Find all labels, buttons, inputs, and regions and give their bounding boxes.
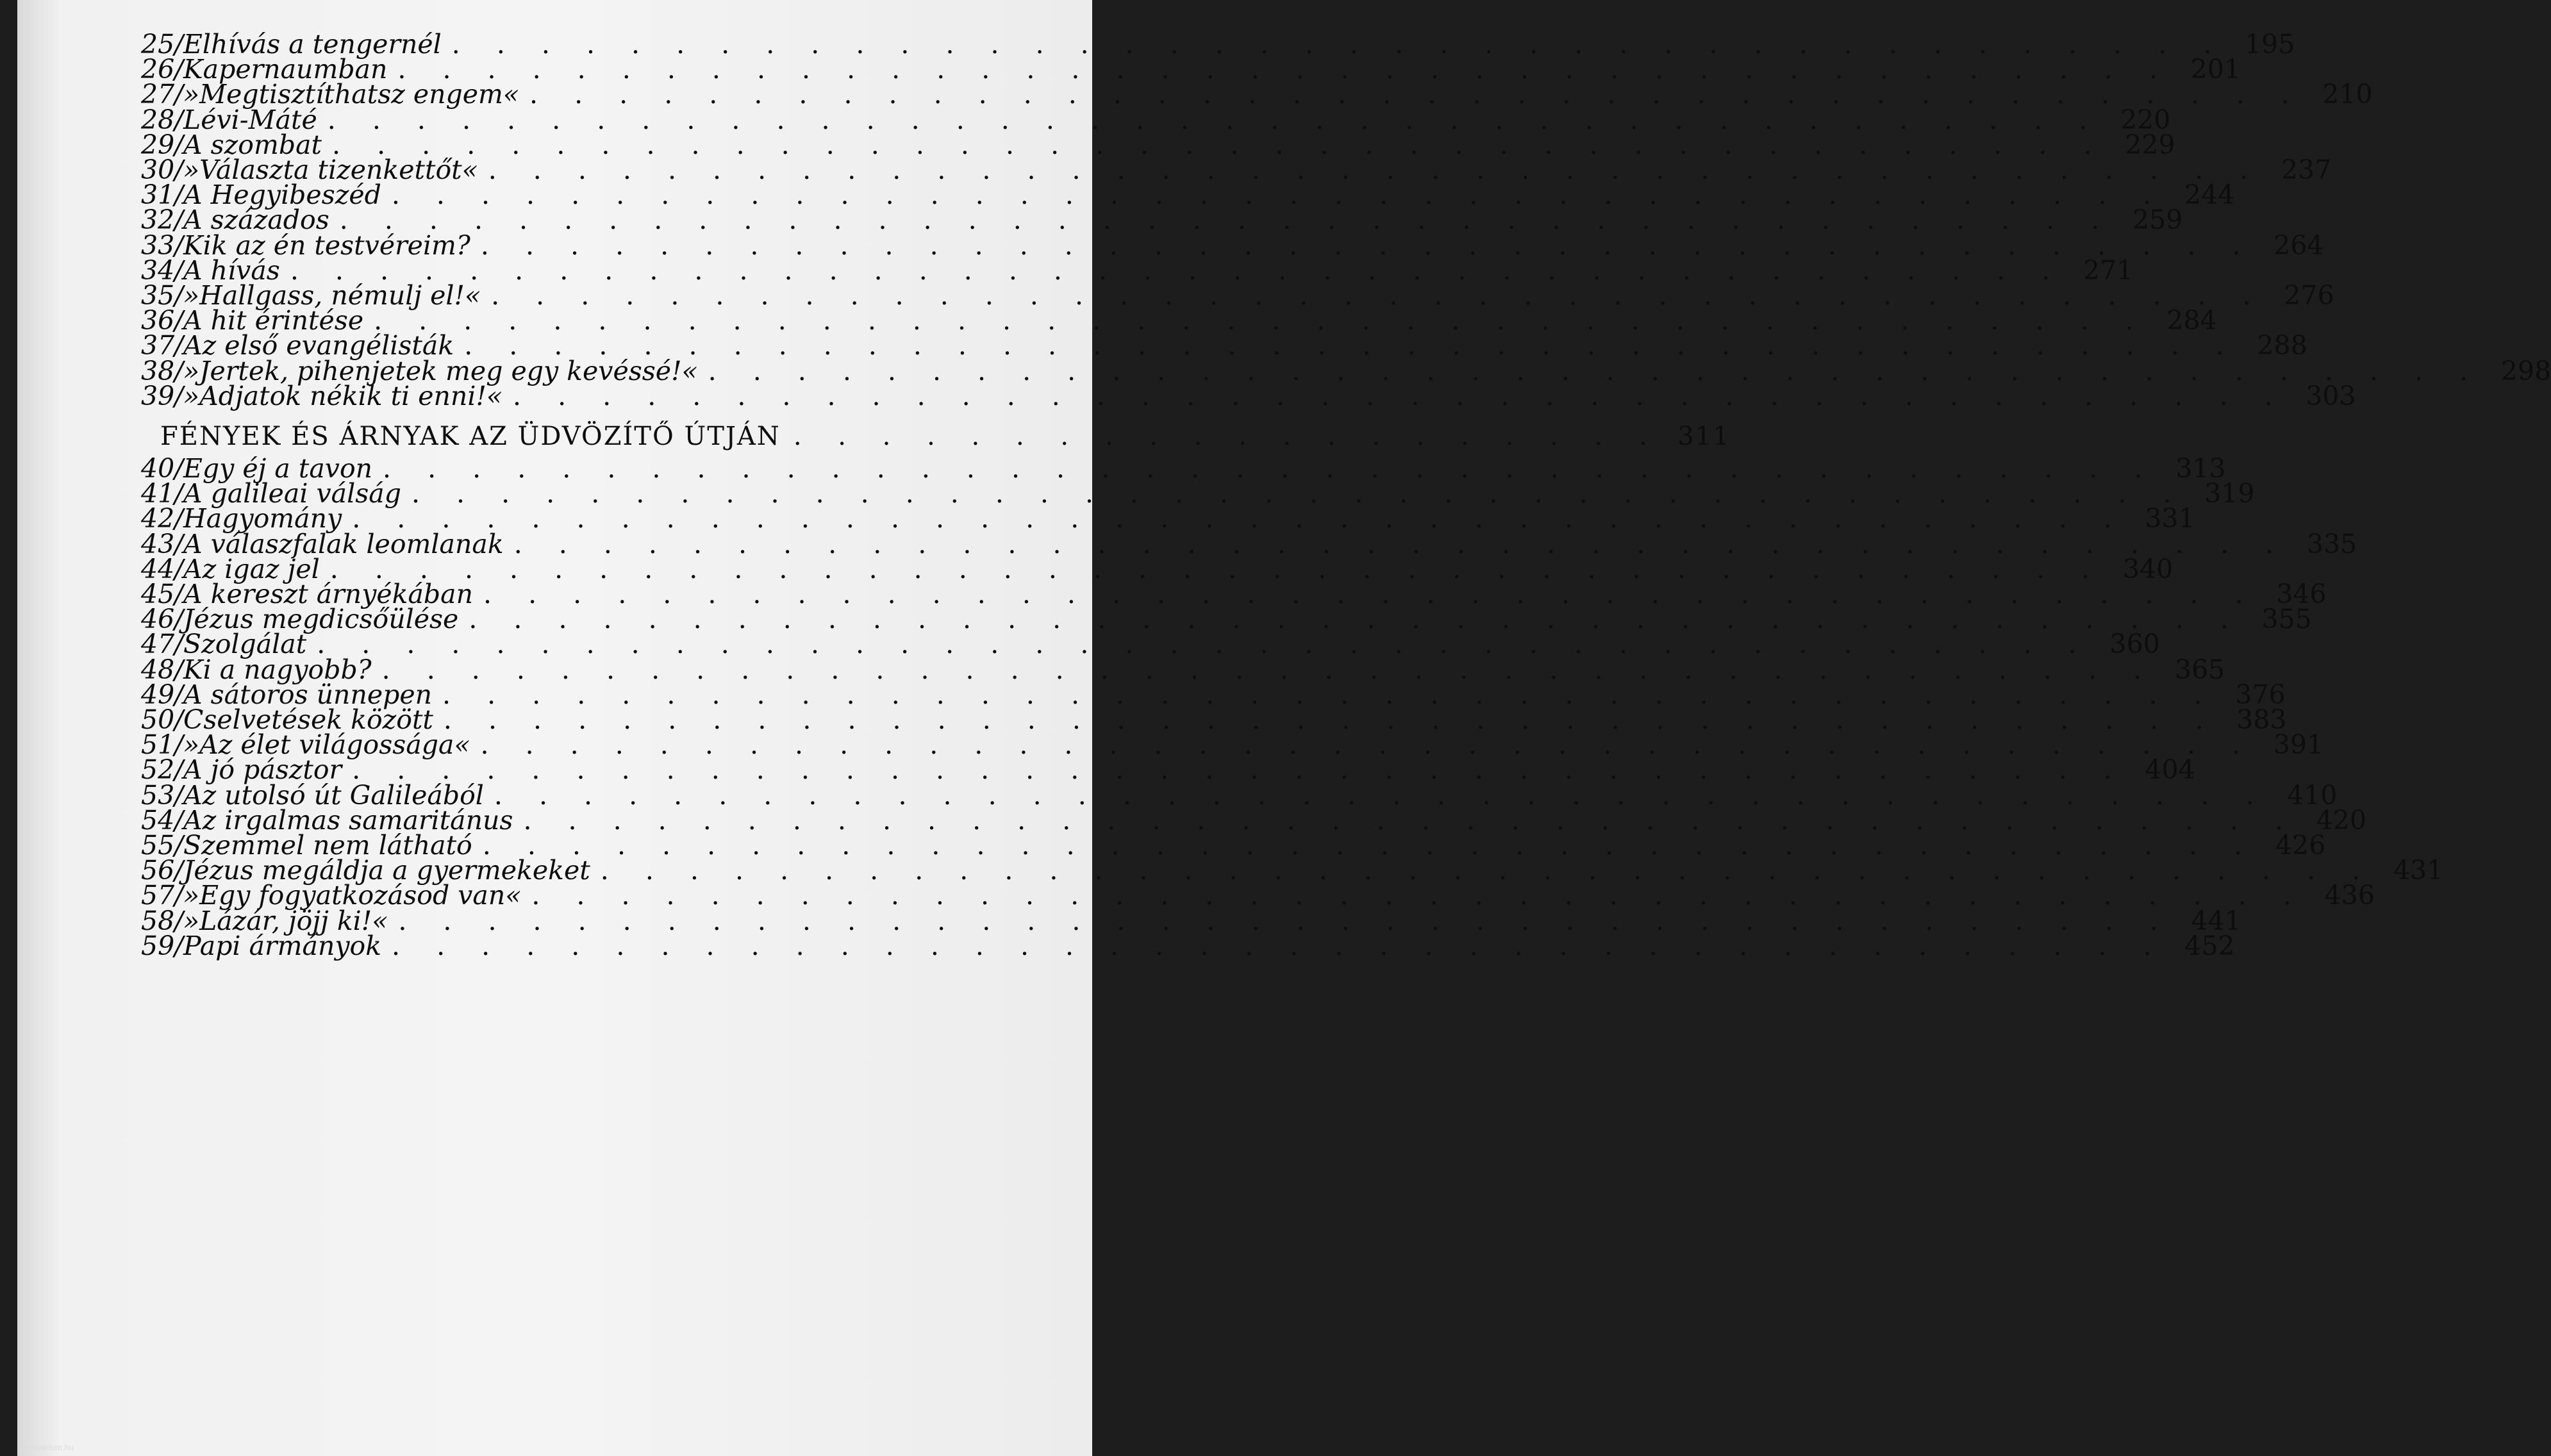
leader-dots: . . . . . . . . . . . . . . . . . . . . . . . . . . . . . . . . . . . . . . . .	[488, 154, 2263, 185]
leader-dots: . . . . . . . . . . . . . . . . . . . . . . . . . . . . . . . . . . . . . . . .	[523, 804, 2298, 836]
entry-title: Ki a nagyobb?	[183, 654, 372, 685]
slash-separator: /	[174, 478, 183, 509]
entry-title: A válaszfalak leomlanak	[183, 528, 504, 559]
entry-page: 340	[2123, 553, 2173, 584]
slash-separator: /	[174, 754, 183, 786]
entry-number: 38	[141, 355, 175, 386]
slash-separator: /	[174, 453, 183, 484]
toc-entry	[141, 930, 2235, 966]
entry-page: 426	[2275, 830, 2326, 861]
leader-dots: . . . . . . . . . . . . . . . . . . . . . . . . . . . . . . . . . . . . . . . .	[443, 704, 2218, 735]
entry-page: 201	[2190, 54, 2241, 85]
slash-separator: /	[174, 654, 183, 685]
entry-page: 335	[2307, 528, 2357, 559]
slash-separator: /	[174, 804, 183, 836]
slash-separator: /	[174, 54, 183, 85]
leader-dots: . . . . . . . . . . . . . . . . . . . . . . . . . . . . . . . . . . . . . . . .	[374, 305, 2148, 336]
leader-dots: . . . . . . . . . . . . . . . . . . . . . . . . . . . . . . . . . . . . . . . .	[411, 478, 2186, 509]
slash-separator: /	[174, 528, 183, 559]
entry-number: 31	[141, 179, 175, 211]
leader-dots: . . . . . . . . . . . . . . . . . . . . . . . . . . . . . . . . . . . . . . . .	[398, 905, 2172, 936]
leader-dots: . . . . . . . . . . . . . . . . . . . . . . . . . . . . . . . . . . . . . . . .	[513, 380, 2287, 411]
entry-page: 237	[2281, 154, 2332, 185]
slash-separator: /	[174, 305, 183, 336]
entry-page: 410	[2287, 779, 2338, 811]
leader-dots: . . . . . . . . . . . . . . . . . . . . . . . . . . . . . . . . . . . . . . . .	[352, 754, 2126, 786]
entry-number: 40	[141, 453, 175, 484]
leader-dots: . . . . . . . . . . . . . . . . . . . . . . . . . . . . . . . . . . . . . . . .	[482, 830, 2257, 861]
slash-separator: /	[174, 104, 183, 135]
leader-dots: . . . . . . . . . . . . . . . . . . . . . . . . . . . . . . . . . . . . . . . .	[332, 129, 2106, 160]
entry-page: 284	[2166, 305, 2217, 336]
entry-page: 360	[2109, 629, 2160, 660]
entry-title: Az első evangélisták	[183, 330, 454, 361]
slash-separator: /	[174, 330, 183, 361]
slash-separator: /	[174, 905, 183, 936]
entry-page: 391	[2273, 729, 2324, 761]
entry-number: 54	[141, 804, 175, 836]
entry-title: Kik az én testvéreim?	[183, 229, 470, 261]
entry-number: 47	[141, 629, 175, 660]
entry-number: 58	[141, 905, 175, 936]
slash-separator: /	[174, 553, 183, 584]
slash-separator: /	[174, 229, 183, 261]
slash-separator: /	[174, 779, 183, 811]
slash-separator: /	[174, 254, 183, 286]
slash-separator: /	[174, 930, 183, 961]
slash-separator: /	[174, 579, 183, 609]
entry-title: A hívás	[183, 254, 280, 286]
entry-number: 27	[141, 79, 175, 110]
entry-page: 271	[2083, 254, 2134, 286]
leader-dots: . . . . . . . . . . . . . . . . . . . . . . . . . . . . . . . . . . . . . . . .	[513, 528, 2288, 559]
entry-page: 288	[2257, 330, 2307, 361]
entry-title: Szemmel nem látható	[183, 830, 472, 861]
entry-title: Jézus megdicsőülése	[183, 604, 459, 635]
entry-page: 220	[2120, 104, 2171, 135]
leader-dots: . . . . . . . . . . . . . . . . . . . . . . . . . . . . . . . . . . . . . . . .	[531, 880, 2306, 911]
entry-title: Egy éj a tavon	[183, 453, 373, 484]
entry-number: 42	[141, 503, 175, 534]
entry-title: Papi ármányok	[183, 930, 382, 961]
entry-number: 59	[141, 930, 175, 961]
entry-page: 276	[2284, 280, 2334, 311]
entry-page: 376	[2235, 679, 2286, 710]
slash-separator: /	[174, 604, 183, 635]
entry-title: A hit érintése	[183, 305, 364, 336]
entry-title: »Jertek, pihenjetek meg egy kevéssé!«	[183, 355, 698, 386]
entry-title: »Egy fogyatkozásod van«	[183, 880, 522, 911]
entry-number: 35	[141, 280, 175, 311]
leader-dots: . . . . . . . . . . . . . . . . . . . . . . . . . . . . . . . . . . . . . . . .	[317, 629, 2091, 660]
entry-title: A kereszt árnyékában	[183, 579, 474, 609]
slash-separator: /	[174, 380, 183, 411]
toc-entry	[141, 380, 2356, 417]
entry-page: 319	[2204, 478, 2255, 509]
leader-dots: . . . . . . . . . . . . . . . . . . . . . . . . . . . . . . . . . . . . . . . .	[290, 254, 2065, 286]
entry-title: Hagyomány	[183, 503, 342, 534]
entry-page: 331	[2145, 503, 2195, 534]
leader-dots: . . . . . . . . . . . . . . . . . . . . . . . . . . . . . . . . . . . . . . . .	[397, 54, 2172, 85]
entry-number: 39	[141, 380, 175, 411]
entry-title: Lévi-Máté	[183, 104, 317, 135]
leader-dots: . . . . . . . . . . . . . . . . . . . . . . . . . . . . . . . . . . . . . . . .	[339, 204, 2114, 236]
entry-number: 37	[141, 330, 175, 361]
leader-dots: . . . . . . . . . . . . . . . . . . . . . . . . . . . . . . . . . . . . . . . .	[494, 779, 2268, 811]
leader-dots: . . . . . . . . . . . . . . . . . . . . . . . . . . . . . . . . . . . . . . . .	[600, 855, 2375, 886]
leader-dots: . . . . . . . . . . . . . . . . . . . . . . . . . . . . . . . . . . . . . . . .	[391, 179, 2166, 211]
leader-dots: . . . . . . . . . . . . . . . . . . . . . . . . . . . . . . . . . . . . . . . .	[381, 654, 2156, 685]
entry-number: 29	[141, 129, 175, 160]
entry-page: 355	[2261, 604, 2312, 635]
entry-number: 49	[141, 679, 175, 710]
slash-separator: /	[174, 129, 183, 160]
section-title: FÉNYEK ÉS ÁRNYAK AZ ÜDVÖZÍTŐ ÚTJÁN	[160, 422, 781, 451]
entry-page: 452	[2184, 930, 2235, 961]
entry-title: A százados	[183, 204, 329, 236]
entry-number: 51	[141, 729, 175, 761]
entry-title: »Lázár, jöjj ki!«	[183, 905, 388, 936]
leader-dots: . . . . . . . . . . . . . . . . . . . . . . . . . . . . . . . . . . . . . . . .	[480, 229, 2255, 261]
entry-page: 229	[2125, 129, 2175, 160]
leader-dots: . . . . . . . . . . . . . . . . . . . . . . . . . . . . . . . . . . . . . . . .	[483, 579, 2257, 609]
entry-number: 26	[141, 54, 175, 85]
slash-separator: /	[174, 729, 183, 761]
entry-title: »Megtisztíthatsz engem«	[183, 79, 520, 110]
entry-number: 44	[141, 553, 175, 584]
entry-number: 28	[141, 104, 175, 135]
entry-number: 57	[141, 880, 175, 911]
slash-separator: /	[174, 179, 183, 211]
entry-number: 46	[141, 604, 175, 635]
slash-separator: /	[174, 679, 183, 710]
slash-separator: /	[174, 704, 183, 735]
entry-page: 383	[2236, 704, 2287, 735]
entry-title: Elhívás a tengernél	[183, 29, 442, 60]
section-page: 311	[1677, 422, 1731, 451]
leader-dots: . . . . . . . . . . . . . . . . . . . . . . . . . . . . . . . . . . . . . . . .	[708, 355, 2482, 386]
entry-title: Kapernaumban	[183, 54, 388, 85]
entry-title: Szolgálat	[183, 629, 307, 660]
entry-title: »Az élet világossága«	[183, 729, 470, 761]
entry-title: A galileai válság	[183, 478, 401, 509]
entry-number: 34	[141, 254, 175, 286]
leader-dots: . . . . . . . . . . . . . . . . . . . . . . . . . . . . . . . . . . . . . . . .	[480, 729, 2255, 761]
book-page	[17, 0, 2551, 1456]
entry-page: 313	[2175, 453, 2226, 484]
entry-number: 50	[141, 704, 175, 735]
entry-title: A Hegyibeszéd	[183, 179, 381, 211]
entry-number: 33	[141, 229, 175, 261]
entry-number: 56	[141, 855, 175, 886]
slash-separator: /	[174, 204, 183, 236]
slash-separator: /	[174, 355, 183, 386]
leader-dots: . . . . . . . . . . . . . . . . . . . . . . . . . . . . . . . . . . . . . . . .	[352, 503, 2126, 534]
entry-title: Az igaz jel	[183, 553, 320, 584]
slash-separator: /	[174, 880, 183, 911]
entry-page: 346	[2276, 579, 2327, 609]
entry-number: 32	[141, 204, 175, 236]
entry-number: 52	[141, 754, 175, 786]
entry-number: 36	[141, 305, 175, 336]
leader-dots: . . . . . . . . . . . . . . . . . . . . . . . . . . . . . . . . . . . . . . . .	[469, 604, 2243, 635]
entry-page: 298	[2500, 355, 2551, 386]
entry-title: Az irgalmas samaritánus	[183, 804, 513, 836]
entry-number: 53	[141, 779, 175, 811]
entry-title: A sátoros ünnepen	[183, 679, 433, 710]
entry-number: 48	[141, 654, 175, 685]
entry-page: 264	[2273, 229, 2324, 261]
entry-page: 244	[2184, 179, 2235, 211]
entry-page: 365	[2175, 654, 2225, 685]
leader-dots: . . . . . . . . . . . . . . . . . . . . . . . . . . . . . . . . . . . . . . . .	[464, 330, 2238, 361]
watermark: Antikvárium.hu	[19, 1443, 74, 1452]
slash-separator: /	[174, 830, 183, 861]
entry-number: 45	[141, 579, 175, 609]
slash-separator: /	[174, 280, 183, 311]
entry-page: 441	[2191, 905, 2241, 936]
leader-dots: . . . . . . . . . . . . . . . . . . . . . . . . . . . . . . . . . . . . . . . .	[327, 104, 2102, 135]
leader-dots: . . . . . . . . . . . . . . . . . . . . . . . . . . . . . . . . . . . . . . . .	[392, 930, 2166, 961]
leader-dots: . . . . . . . . . . . . . . . . . . . . . . . . . . . . . . . . . . . . . . . .	[383, 453, 2157, 484]
entry-title: A jó pásztor	[183, 754, 342, 786]
entry-title: Az utolsó út Galileából	[183, 779, 484, 811]
entry-title: »Hallgass, némulj el!«	[183, 280, 481, 311]
slash-separator: /	[174, 79, 183, 110]
entry-title: »Választa tizenkettőt«	[183, 154, 478, 185]
entry-title: Cselvetések között	[183, 704, 433, 735]
leader-dots: . . . . . . . . . . . . . . . . . . . .	[793, 422, 1661, 451]
entry-page: 259	[2132, 204, 2183, 236]
slash-separator: /	[174, 503, 183, 534]
entry-title: Jézus megáldja a gyermekeket	[183, 855, 590, 886]
entry-page: 210	[2322, 79, 2373, 110]
entry-page: 431	[2393, 855, 2444, 886]
entry-page: 420	[2316, 804, 2367, 836]
slash-separator: /	[174, 29, 183, 60]
entry-title: »Adjatok nékik ti enni!«	[183, 380, 503, 411]
slash-separator: /	[174, 855, 183, 886]
slash-separator: /	[174, 154, 183, 185]
slash-separator: /	[174, 629, 183, 660]
entry-number: 55	[141, 830, 175, 861]
entry-number: 41	[141, 478, 175, 509]
leader-dots: . . . . . . . . . . . . . . . . . . . . . . . . . . . . . . . . . . . . . . . .	[442, 679, 2216, 710]
entry-number: 30	[141, 154, 175, 185]
leader-dots: . . . . . . . . . . . . . . . . . . . . . . . . . . . . . . . . . . . . . . . .	[451, 29, 2226, 60]
entry-page: 436	[2324, 880, 2375, 911]
entry-number: 25	[141, 29, 175, 60]
entry-number: 43	[141, 528, 175, 559]
entry-page: 195	[2245, 29, 2295, 60]
entry-title: A szombat	[183, 129, 322, 160]
leader-dots: . . . . . . . . . . . . . . . . . . . . . . . . . . . . . . . . . . . . . . . .	[491, 280, 2265, 311]
entry-page: 303	[2306, 380, 2356, 411]
leader-dots: . . . . . . . . . . . . . . . . . . . . . . . . . . . . . . . . . . . . . . . .	[529, 79, 2304, 110]
entry-page: 404	[2145, 754, 2195, 786]
leader-dots: . . . . . . . . . . . . . . . . . . . . . . . . . . . . . . . . . . . . . . . .	[329, 553, 2104, 584]
